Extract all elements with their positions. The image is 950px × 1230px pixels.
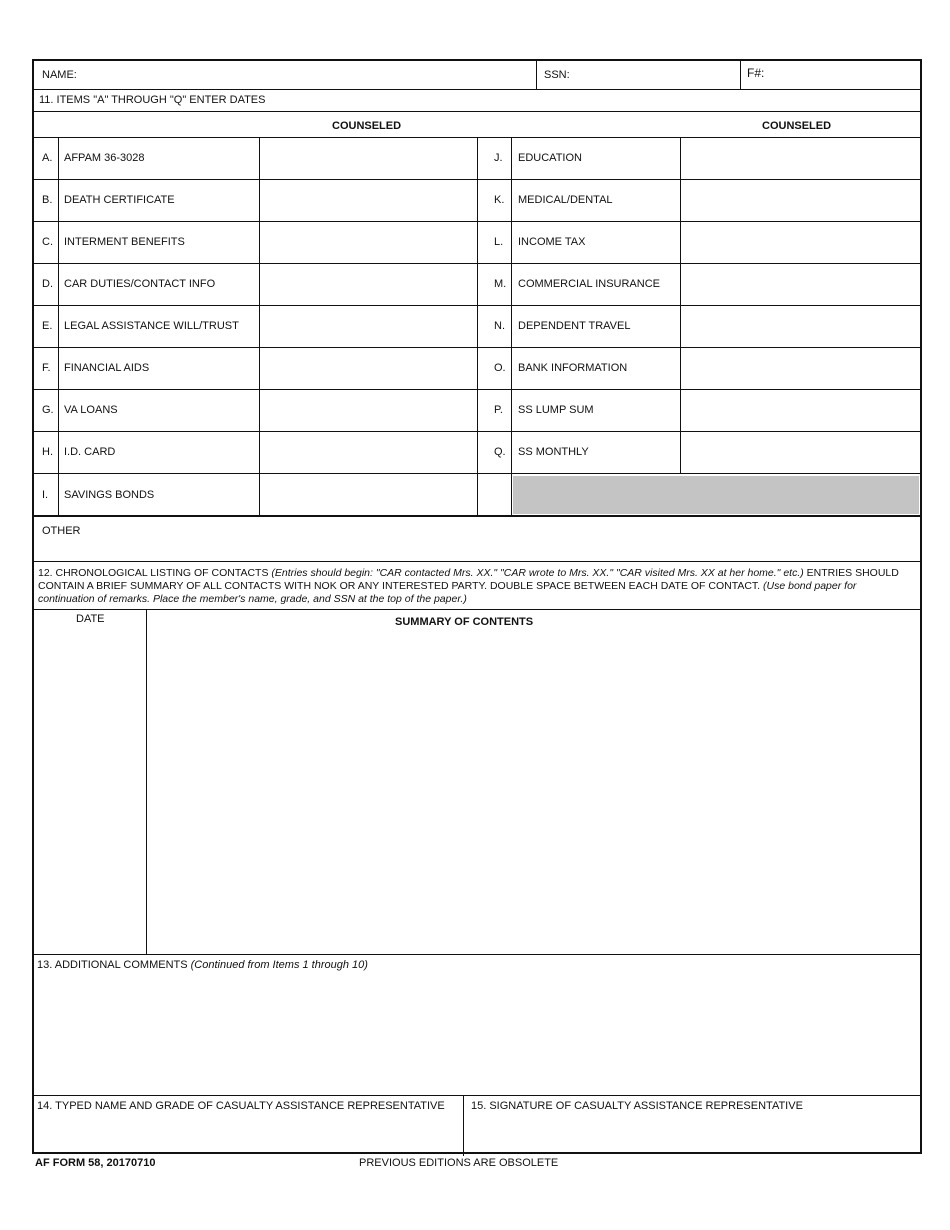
counseled-date-field-a[interactable]	[262, 140, 474, 176]
counseled-header-left: COUNSELED	[332, 120, 402, 132]
item-label: SAVINGS BONDS	[64, 489, 155, 501]
item-letter: J.	[494, 152, 503, 164]
item-letter: K.	[494, 194, 505, 206]
item-label: SS LUMP SUM	[518, 404, 594, 416]
item-letter: P.	[494, 404, 503, 416]
item-label: BANK INFORMATION	[518, 362, 628, 374]
divider	[477, 137, 478, 517]
counseled-date-field-f[interactable]	[262, 350, 474, 386]
item-label: INTERMENT BENEFITS	[64, 236, 185, 248]
summary-entries-field[interactable]	[150, 631, 918, 951]
item-letter: C.	[42, 236, 53, 248]
item-letter: B.	[42, 194, 53, 206]
counseled-date-field-b[interactable]	[262, 182, 474, 218]
divider	[511, 137, 512, 517]
item11-title: 11. ITEMS "A" THROUGH "Q" ENTER DATES	[39, 94, 266, 106]
counseled-date-field-e[interactable]	[262, 308, 474, 344]
divider	[34, 111, 920, 112]
item-label: INCOME TAX	[518, 236, 586, 248]
item-label: SS MONTHLY	[518, 446, 589, 458]
af-form-58	[32, 59, 922, 1154]
item-letter: L.	[494, 236, 504, 248]
item13-italic-note: (Continued from Items 1 through 10)	[190, 959, 368, 971]
divider	[34, 954, 920, 955]
counseled-date-field-g[interactable]	[262, 392, 474, 428]
item-label: COMMERCIAL INSURANCE	[518, 278, 660, 290]
divider	[34, 179, 920, 180]
other-field[interactable]	[84, 519, 914, 559]
counseled-date-field-k[interactable]	[684, 182, 916, 218]
divider	[34, 609, 920, 610]
divider	[536, 61, 537, 89]
item-label: VA LOANS	[64, 404, 118, 416]
shaded-area	[513, 476, 919, 514]
name-field[interactable]	[79, 63, 534, 87]
item-label: DEPENDENT TRAVEL	[518, 320, 631, 332]
item12-text: ENTRIES SHOULD CONTAIN A BRIEF SUMMARY OF ALL CONTACTS WITH NOK OR ANY INTERESTED PARTY. DOUBLE SPACE BETWEEN EACH DATE OF CONTACT.	[38, 567, 899, 592]
item-letter: I.	[42, 489, 49, 501]
counseled-date-field-l[interactable]	[684, 224, 916, 260]
date-entries-field[interactable]	[38, 631, 142, 951]
counseled-date-field-o[interactable]	[684, 350, 916, 386]
divider	[34, 1095, 920, 1096]
counseled-date-field-d[interactable]	[262, 266, 474, 302]
counseled-date-field-c[interactable]	[262, 224, 474, 260]
ssn-label: SSN:	[544, 69, 570, 81]
divider	[34, 305, 920, 306]
date-column-header: DATE	[76, 613, 105, 625]
divider	[34, 515, 920, 517]
item12-text: 12. CHRONOLOGICAL LISTING OF CONTACTS	[38, 567, 272, 579]
counseled-date-field-h[interactable]	[262, 434, 474, 470]
item12-italic-note: (Entries should begin: "CAR contacted Mrs. XX." "CAR wrote to Mrs. XX." "CAR visited Mrs. XX at her home." etc.)	[271, 567, 804, 579]
form-identifier: AF FORM 58, 20170710	[35, 1157, 156, 1169]
divider	[58, 137, 59, 517]
ssn-field[interactable]	[574, 63, 736, 87]
item-label: I.D. CARD	[64, 446, 116, 458]
divider	[259, 137, 260, 517]
signature-field[interactable]	[471, 1117, 916, 1151]
divider	[34, 431, 920, 432]
item13-label	[37, 959, 368, 972]
item14-label: 14. TYPED NAME AND GRADE OF CASUALTY ASSISTANCE REPRESENTATIVE	[37, 1100, 445, 1112]
summary-column-header: SUMMARY OF CONTENTS	[395, 616, 534, 628]
item-letter: E.	[42, 320, 53, 332]
counseled-header-right: COUNSELED	[762, 120, 832, 132]
item-letter: F.	[42, 362, 51, 374]
item12-italic-note: (Use bond paper for continuation of remarks. Place the member's name, grade, and SSN at the top of the paper.)	[38, 580, 857, 605]
counseled-date-field-q[interactable]	[684, 434, 916, 470]
divider	[740, 61, 741, 89]
item-label: MEDICAL/DENTAL	[518, 194, 613, 206]
other-label: OTHER	[42, 525, 81, 537]
additional-comments-field[interactable]	[38, 975, 918, 1093]
item13-text: 13. ADDITIONAL COMMENTS	[37, 959, 191, 971]
counseled-date-field-n[interactable]	[684, 308, 916, 344]
divider	[34, 473, 920, 474]
divider	[34, 89, 920, 90]
item-label: DEATH CERTIFICATE	[64, 194, 175, 206]
item-letter: Q.	[494, 446, 506, 458]
divider	[34, 561, 920, 562]
item-letter: N.	[494, 320, 505, 332]
item-label: FINANCIAL AIDS	[64, 362, 150, 374]
item-label: CAR DUTIES/CONTACT INFO	[64, 278, 216, 290]
item12-instructions	[38, 567, 914, 606]
divider	[463, 1095, 464, 1156]
file-number-label: F#:	[747, 66, 765, 80]
item-label: AFPAM 36-3028	[64, 152, 145, 164]
divider	[34, 221, 920, 222]
obsolete-notice: PREVIOUS EDITIONS ARE OBSOLETE	[359, 1157, 559, 1169]
counseled-date-field-p[interactable]	[684, 392, 916, 428]
counseled-date-field-m[interactable]	[684, 266, 916, 302]
item-letter: M.	[494, 278, 507, 290]
item-letter: A.	[42, 152, 53, 164]
counseled-date-field-i[interactable]	[262, 476, 474, 514]
divider	[34, 389, 920, 390]
item-letter: O.	[494, 362, 506, 374]
file-number-field[interactable]	[769, 63, 919, 87]
name-label: NAME:	[42, 69, 77, 81]
item-letter: H.	[42, 446, 53, 458]
typed-name-grade-field[interactable]	[38, 1117, 458, 1151]
divider	[34, 263, 920, 264]
divider	[34, 347, 920, 348]
counseled-date-field-j[interactable]	[684, 140, 916, 176]
divider	[146, 609, 147, 954]
item-label: LEGAL ASSISTANCE WILL/TRUST	[64, 320, 239, 332]
item-label: EDUCATION	[518, 152, 582, 164]
item-letter: D.	[42, 278, 53, 290]
item15-label: 15. SIGNATURE OF CASUALTY ASSISTANCE REPRESENTATIVE	[471, 1100, 803, 1112]
item-letter: G.	[42, 404, 54, 416]
